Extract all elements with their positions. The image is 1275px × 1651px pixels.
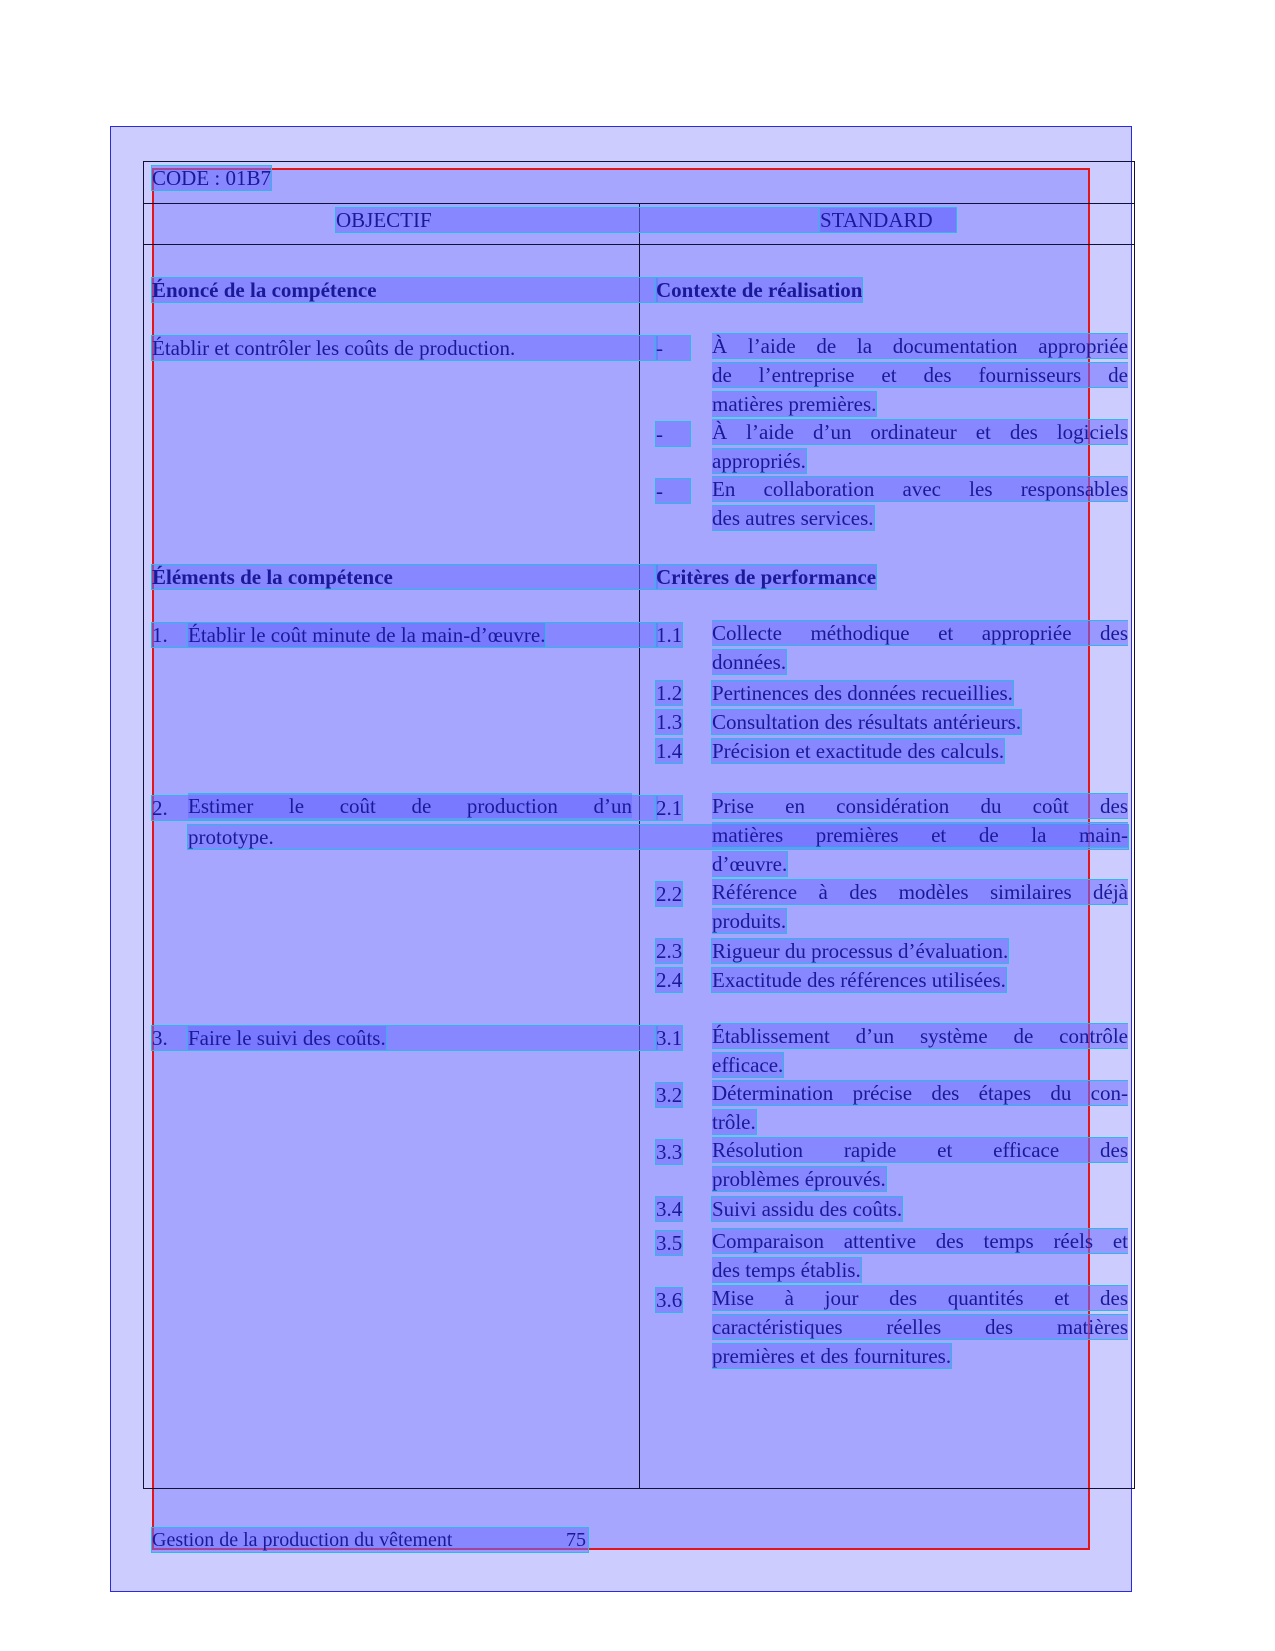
critere-line: produits. bbox=[712, 908, 787, 933]
contexte-item-1 bbox=[712, 332, 1128, 418]
critere-line: caractéristiques réelles des matières bbox=[712, 1314, 1128, 1339]
enonce-title: Énoncé de la compétence bbox=[152, 278, 657, 302]
critere-num: 3.1 bbox=[656, 1026, 683, 1050]
critere-3-3 bbox=[712, 1136, 1128, 1194]
critere-3-5 bbox=[712, 1227, 1128, 1285]
element-2-line-2: prototype. bbox=[188, 825, 1128, 849]
contexte-item-2 bbox=[712, 418, 1128, 476]
critere-num: 1.2 bbox=[656, 681, 683, 705]
contexte-line: des autres services. bbox=[712, 505, 874, 530]
elements-title: Éléments de la compétence bbox=[152, 565, 657, 589]
critere-3-2 bbox=[712, 1079, 1128, 1137]
critere-line: problèmes éprouvés. bbox=[712, 1166, 886, 1191]
contexte-bullet: - bbox=[656, 479, 690, 503]
critere-1-2: Pertinences des données recueillies. bbox=[712, 681, 1013, 705]
critere-line: premières et des fournitures. bbox=[712, 1343, 952, 1368]
critere-num: 3.4 bbox=[656, 1197, 683, 1221]
code-label: CODE : 01B7 bbox=[152, 166, 272, 190]
contexte-title: Contexte de réalisation bbox=[656, 278, 863, 302]
element-2-line: Estimer le coût de production d’un bbox=[188, 794, 632, 818]
critere-num: 3.5 bbox=[656, 1231, 683, 1255]
contexte-line: À l’aide d’un ordinateur et des logiciels bbox=[712, 420, 1128, 444]
footer-page-number: 75 bbox=[566, 1529, 586, 1551]
critere-3-4: Suivi assidu des coûts. bbox=[712, 1197, 903, 1221]
contexte-bullet: - bbox=[656, 422, 690, 446]
critere-line: efficace. bbox=[712, 1052, 784, 1077]
critere-line: Prise en considération du coût des bbox=[712, 794, 1128, 818]
critere-line: d’œuvre. bbox=[712, 851, 788, 876]
critere-line: Détermination précise des étapes du con- bbox=[712, 1081, 1128, 1105]
critere-line: Résolution rapide et efficace des bbox=[712, 1138, 1128, 1162]
contexte-line: matières premières. bbox=[712, 391, 877, 416]
critere-line: trôle. bbox=[712, 1109, 756, 1134]
contexte-line: À l’aide de la documentation appropriée bbox=[712, 334, 1128, 358]
critere-num: 1.3 bbox=[656, 710, 683, 734]
contexte-line: de l’entreprise et des fournisseurs de bbox=[712, 362, 1128, 387]
critere-line: Mise à jour des quantités et des bbox=[712, 1286, 1128, 1310]
critere-num: 2.3 bbox=[656, 939, 683, 963]
critere-line: données. bbox=[712, 649, 787, 674]
critere-line: Établissement d’un système de contrôle bbox=[712, 1024, 1128, 1048]
critere-1-1 bbox=[712, 619, 1128, 677]
critere-num: 3.2 bbox=[656, 1083, 683, 1107]
critere-2-3: Rigueur du processus d’évaluation. bbox=[712, 939, 1009, 963]
critere-num: 3.6 bbox=[656, 1288, 683, 1312]
footer-title: Gestion de la production du vêtement bbox=[152, 1529, 453, 1551]
element-1-text: Établir le coût minute de la main-d’œuvre. bbox=[188, 623, 546, 647]
critere-1-4: Précision et exactitude des calculs. bbox=[712, 739, 1005, 763]
contexte-line: En collaboration avec les responsables bbox=[712, 477, 1128, 501]
enonce-text: Établir et contrôler les coûts de production. bbox=[152, 336, 657, 360]
critere-num: 3.3 bbox=[656, 1140, 683, 1164]
element-1-row: 1. bbox=[152, 623, 657, 647]
critere-num: 2.2 bbox=[656, 882, 683, 906]
critere-1-3: Consultation des résultats antérieurs. bbox=[712, 710, 1022, 734]
critere-num: 2.1 bbox=[656, 796, 683, 820]
critere-line: matières premières et de la main- bbox=[712, 822, 1128, 847]
critere-2-1 bbox=[712, 792, 1128, 878]
element-3-text: Faire le suivi des coûts. bbox=[188, 1026, 386, 1050]
critere-3-6 bbox=[712, 1284, 1128, 1370]
critere-line: Référence à des modèles similaires déjà bbox=[712, 880, 1128, 904]
critere-line: des temps établis. bbox=[712, 1257, 861, 1282]
header-objectif: OBJECTIF bbox=[336, 208, 956, 232]
contexte-bullet: - bbox=[656, 336, 690, 360]
critere-2-2 bbox=[712, 878, 1128, 936]
contexte-item-3 bbox=[712, 475, 1128, 533]
critere-line: Collecte méthodique et appropriée des bbox=[712, 621, 1128, 645]
contexte-line: appropriés. bbox=[712, 448, 806, 473]
critere-num: 1.1 bbox=[656, 623, 683, 647]
criteres-title: Critères de performance bbox=[656, 565, 877, 589]
critere-num: 1.4 bbox=[656, 739, 683, 763]
element-2-row: 2. bbox=[152, 796, 657, 820]
critere-3-1 bbox=[712, 1022, 1128, 1080]
critere-2-4: Exactitude des références utilisées. bbox=[712, 968, 1006, 992]
footer bbox=[152, 1528, 588, 1552]
element-3-row: 3. bbox=[152, 1026, 657, 1050]
header-standard: STANDARD bbox=[820, 208, 956, 232]
element-2-text bbox=[188, 792, 632, 821]
critere-line: Comparaison attentive des temps réels et bbox=[712, 1229, 1128, 1253]
critere-num: 2.4 bbox=[656, 968, 683, 992]
